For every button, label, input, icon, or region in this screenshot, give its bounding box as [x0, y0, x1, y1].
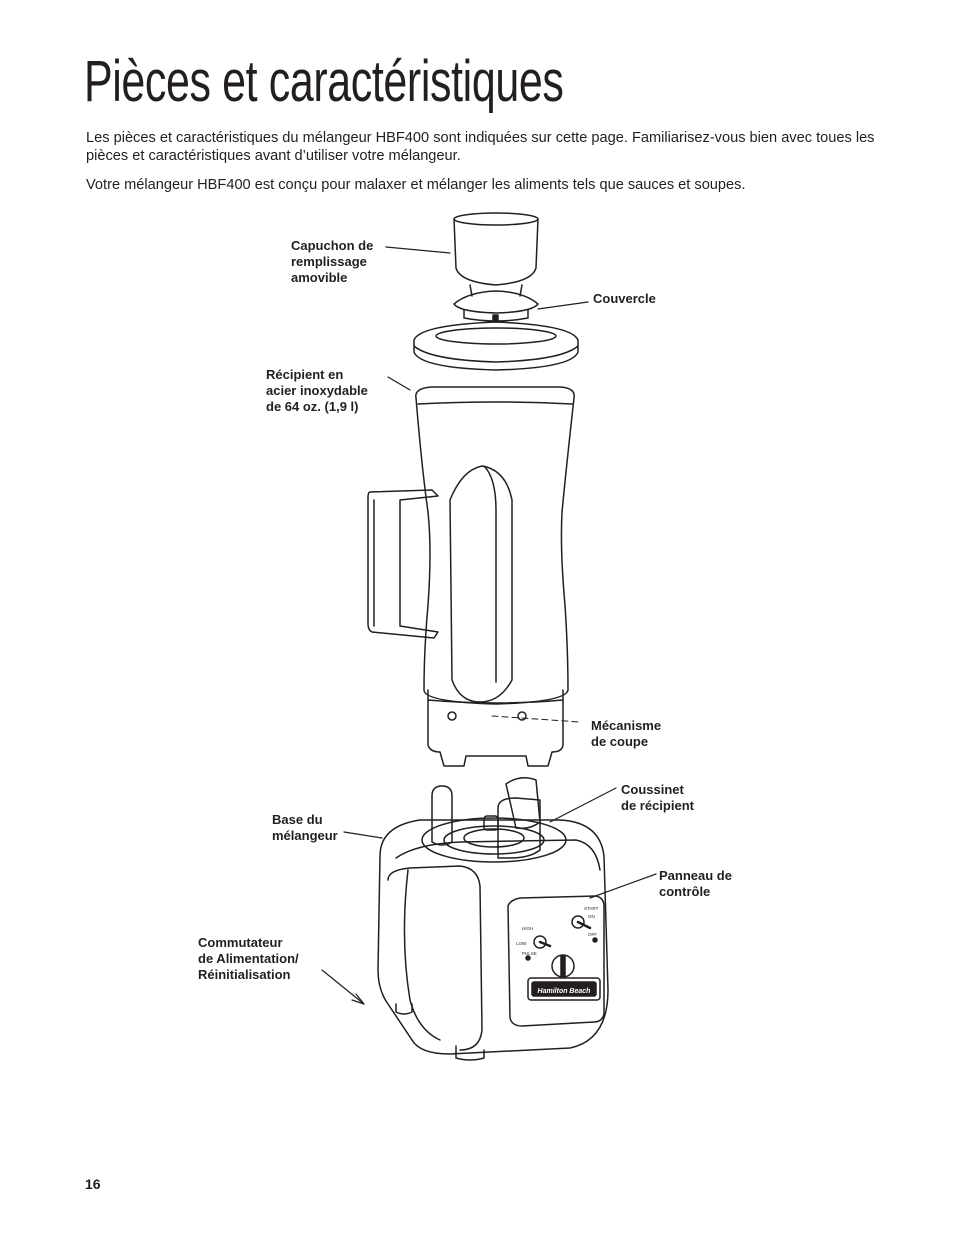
label-pad: Coussinet de récipient	[621, 782, 694, 813]
panel-pulse-text: PULSE	[522, 951, 537, 956]
panel-on-text: ON	[588, 914, 595, 919]
label-lid: Couvercle	[593, 291, 656, 306]
label-container: Récipient en acier inoxydable de 64 oz. (1,9 l)	[266, 367, 368, 414]
panel-start-text: START	[584, 906, 599, 911]
purpose-paragraph: Votre mélangeur HBF400 est conçu pour malaxer et mélanger les aliments tels que sauces et soupes.	[86, 177, 746, 193]
label-panel: Panneau de contrôle	[659, 868, 732, 899]
leader-lines	[322, 247, 656, 1004]
container-part	[368, 387, 580, 766]
fill-cap-part	[454, 213, 538, 321]
label-base: Base du mélangeur	[272, 812, 338, 843]
page-title: Pièces et caractéristiques	[84, 49, 564, 114]
label-blade: Mécanisme de coupe	[591, 718, 662, 749]
lid-part	[414, 322, 578, 370]
panel-off-text: OFF	[588, 932, 597, 937]
base-part	[378, 778, 608, 1060]
brand-logo: Hamilton Beach	[537, 988, 591, 995]
panel-high-text: HIGH	[522, 926, 534, 931]
page-number: 16	[85, 1176, 101, 1192]
label-switch: Commutateur de Alimentation/ Réinitialisation	[198, 935, 299, 982]
panel-low-text: LOW	[516, 941, 527, 946]
label-fill-cap: Capuchon de remplissage amovible	[291, 238, 374, 285]
intro-paragraph: Les pièces et caractéristiques du mélangeur HBF400 sont indiquées sur cette page. Familiarisez-vous bien avec toues les pièces et caractéristiques avant d’utiliser votre mélangeur.	[86, 130, 875, 164]
